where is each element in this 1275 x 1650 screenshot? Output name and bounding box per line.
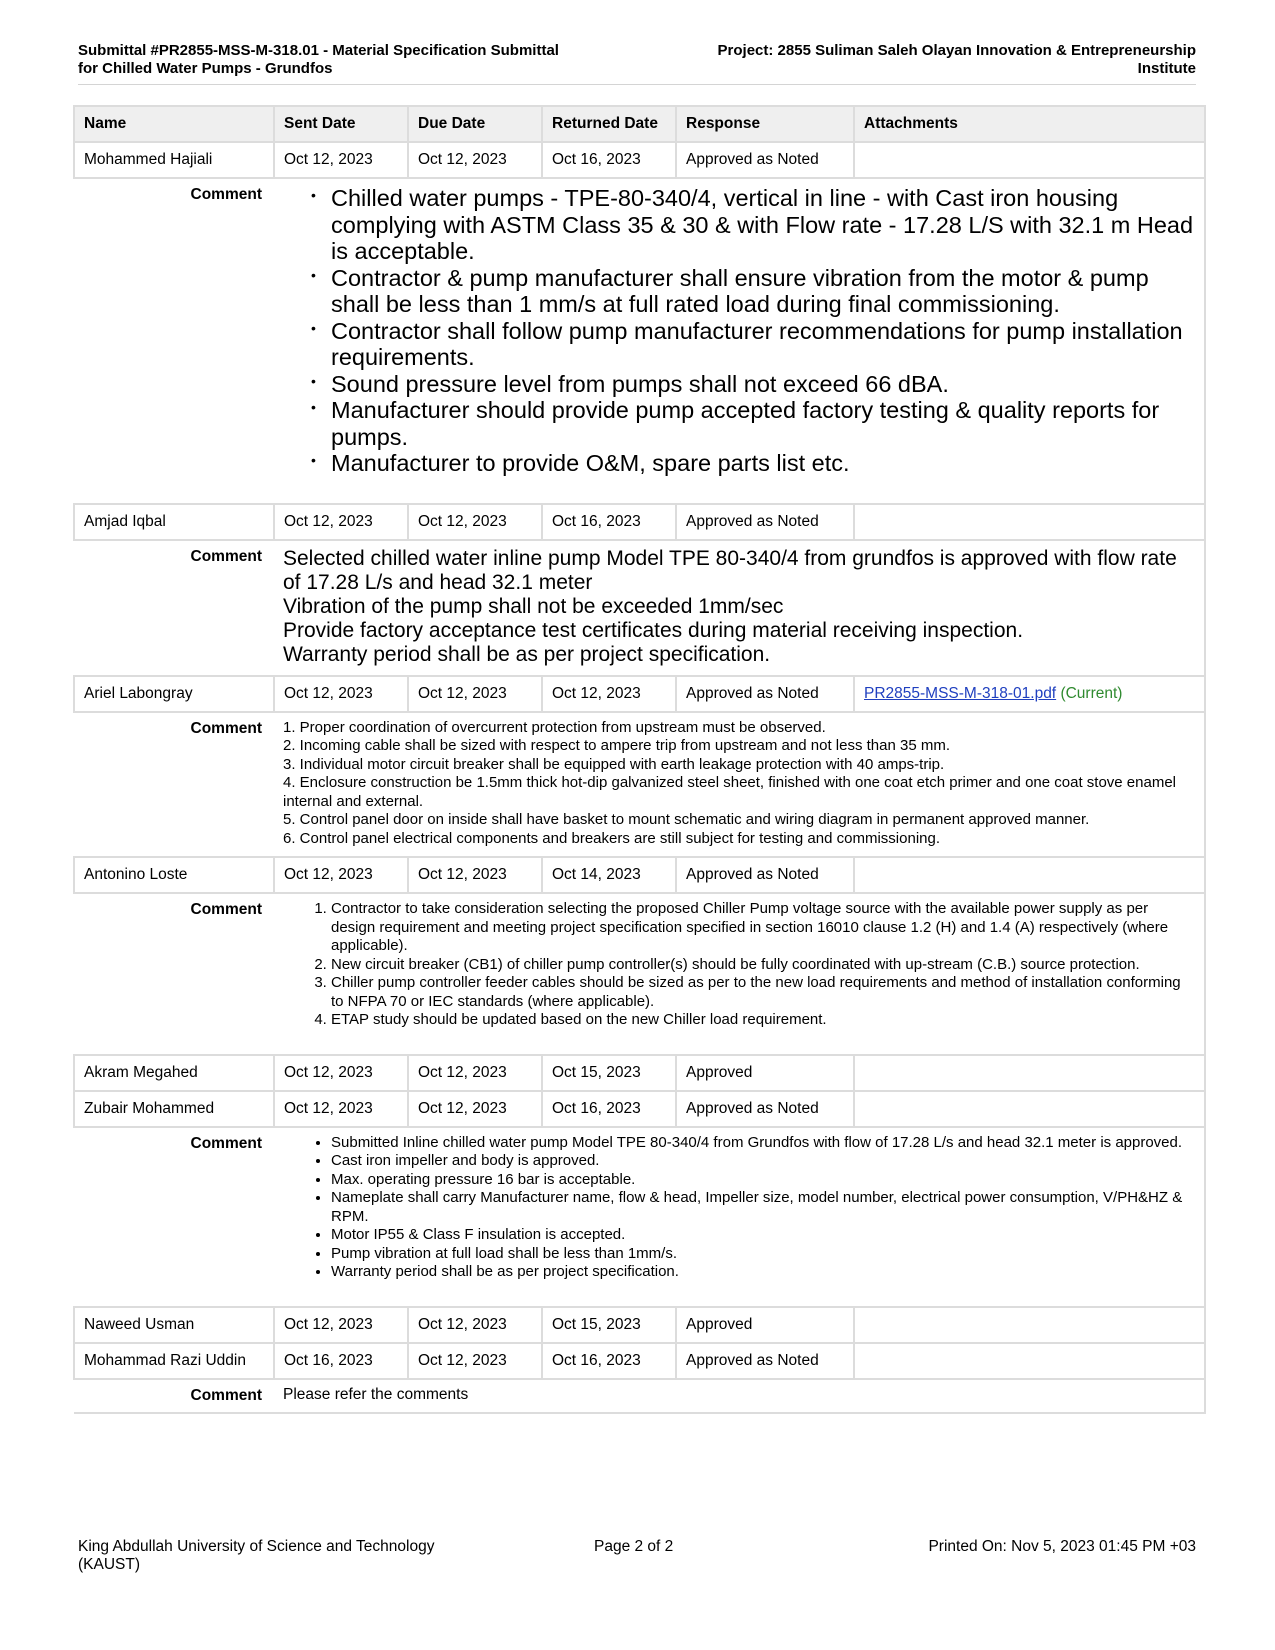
sent-date: Oct 12, 2023 (274, 1307, 408, 1343)
due-date: Oct 12, 2023 (408, 857, 542, 893)
comment-row (74, 893, 1205, 1055)
table-row (74, 857, 1205, 893)
project-title-line1: Project: 2855 Suliman Saleh Olayan Innovation & Entrepreneurship (717, 42, 1196, 59)
comment-line: 3. Individual motor circuit breaker shall be equipped with earth leakage protection with 40 amps-trip. (283, 755, 945, 773)
attachments-cell (854, 1091, 1205, 1127)
column-header-attachments: Attachments (854, 106, 1205, 142)
comment-line: Please refer the comments (283, 1385, 469, 1403)
reviewer-name: Mohammad Razi Uddin (74, 1343, 274, 1379)
due-date: Oct 12, 2023 (408, 1055, 542, 1091)
returned-date: Oct 15, 2023 (542, 1307, 676, 1343)
due-date: Oct 12, 2023 (408, 1307, 542, 1343)
printed-on: Printed On: Nov 5, 2023 01:45 PM +03 (928, 1538, 1196, 1555)
comment-row (74, 712, 1205, 858)
list-item: • Manufacturer should provide pump accepted factory testing & quality reports for pumps. (331, 397, 1195, 450)
due-date: Oct 12, 2023 (408, 142, 542, 178)
comment-label: Comment (74, 712, 274, 858)
comment-label: Comment (74, 540, 274, 676)
sent-date: Oct 12, 2023 (274, 142, 408, 178)
sent-date: Oct 12, 2023 (274, 857, 408, 893)
column-header-name: Name (74, 106, 274, 142)
list-item: 4. ETAP study should be updated based on the new Chiller load requirement. (331, 1011, 1195, 1030)
returned-date: Oct 14, 2023 (542, 857, 676, 893)
comment-row (74, 1127, 1205, 1307)
list-item: 2. New circuit breaker (CB1) of chiller pump controller(s) should be fully coordinated with up-stream (C.B.) source protection. (331, 956, 1195, 975)
comment-body (274, 893, 1205, 1055)
comment-line: 1. Proper coordination of overcurrent protection from upstream must be observed. (283, 718, 826, 736)
response-status: Approved as Noted (676, 1091, 854, 1127)
response-status: Approved as Noted (676, 142, 854, 178)
comment-list (283, 1134, 1195, 1282)
attachments-cell (854, 1055, 1205, 1091)
comment-body (274, 178, 1205, 504)
attachment-status: (Current) (1060, 684, 1123, 702)
returned-date: Oct 16, 2023 (542, 1091, 676, 1127)
list-item: • Sound pressure level from pumps shall not exceed 66 dBA. (331, 371, 1195, 398)
comment-body (274, 540, 1205, 676)
table-row (74, 142, 1205, 178)
response-status: Approved as Noted (676, 504, 854, 540)
comment-list (283, 185, 1195, 477)
list-item: • Chilled water pumps - TPE-80-340/4, vertical in line - with Cast iron housing complying with ASTM Class 35 & 30 & with Flow rate - 17.28 L/S with 32.1 m Head is acceptable. (331, 185, 1195, 265)
returned-date: Oct 16, 2023 (542, 504, 676, 540)
comment-body (274, 1379, 1205, 1413)
comment-list (283, 900, 1195, 1030)
submittal-title-line1: Submittal #PR2855-MSS-M-318.01 - Material Specification Submittal (78, 42, 559, 59)
response-status: Approved (676, 1055, 854, 1091)
column-header-sent-date: Sent Date (274, 106, 408, 142)
project-title-line2: Institute (1137, 60, 1196, 77)
organization-name (78, 1538, 478, 1574)
comment-line: 4. Enclosure construction be 1.5mm thick hot-dip galvanized steel sheet, finished with one coat etch primer and one coat stove enamel internal and external. (283, 774, 1176, 810)
response-status: Approved (676, 1307, 854, 1343)
table-row (74, 1307, 1205, 1343)
submittal-title (78, 42, 638, 78)
due-date: Oct 12, 2023 (408, 504, 542, 540)
comment-label: Comment (74, 178, 274, 504)
sent-date: Oct 12, 2023 (274, 504, 408, 540)
comment-line: Warranty period shall be as per project specification. (283, 642, 771, 666)
review-table (73, 105, 1206, 1414)
comment-row (74, 1379, 1205, 1413)
comment-body (274, 712, 1205, 858)
comment-line: Vibration of the pump shall not be exceeded 1mm/sec (283, 594, 784, 618)
list-item: • Pump vibration at full load shall be less than 1mm/s. (331, 1245, 1195, 1264)
project-title (636, 42, 1196, 78)
attachments-cell (854, 1307, 1205, 1343)
list-item: • Submitted Inline chilled water pump Model TPE 80-340/4 from Grundfos with flow of 17.28 L/s and head 32.1 meter is approved. (331, 1134, 1195, 1153)
comment-line: 5. Control panel door on inside shall have basket to mount schematic and wiring diagram in permanent approved manner. (283, 811, 1090, 828)
list-item: • Cast iron impeller and body is approved. (331, 1152, 1195, 1171)
page-number: Page 2 of 2 (594, 1538, 674, 1555)
reviewer-name: Naweed Usman (74, 1307, 274, 1343)
column-header-response: Response (676, 106, 854, 142)
list-item: 3. Chiller pump controller feeder cables should be sized as per to the new load requirements and method of installation conforming to NFPA 70 or IEC standards (where applicable). (331, 974, 1195, 1011)
attachments-cell (854, 504, 1205, 540)
sent-date: Oct 16, 2023 (274, 1343, 408, 1379)
attachment-link[interactable]: PR2855-MSS-M-318-01.pdf (864, 684, 1057, 702)
attachments-cell (854, 857, 1205, 893)
due-date: Oct 12, 2023 (408, 676, 542, 712)
organization-line1: King Abdullah University of Science and Technology (78, 1538, 435, 1555)
reviewer-name: Amjad Iqbal (74, 504, 274, 540)
reviewer-name: Antonino Loste (74, 857, 274, 893)
list-item: • Contractor & pump manufacturer shall ensure vibration from the motor & pump shall be less than 1 mm/s at full rated load during final commissioning. (331, 265, 1195, 318)
list-item: • Max. operating pressure 16 bar is acceptable. (331, 1171, 1195, 1190)
column-header-due-date: Due Date (408, 106, 542, 142)
attachments-cell (854, 676, 1205, 712)
comment-line: Selected chilled water inline pump Model TPE 80-340/4 from grundfos is approved with flow rate of 17.28 L/s and head 32.1 meter (283, 546, 1177, 594)
table-row (74, 1343, 1205, 1379)
list-item: • Manufacturer to provide O&M, spare parts list etc. (331, 450, 1195, 477)
reviewer-name: Akram Megahed (74, 1055, 274, 1091)
table-row (74, 1055, 1205, 1091)
page-header (78, 42, 1196, 85)
column-header-returned-date: Returned Date (542, 106, 676, 142)
reviewer-name: Mohammed Hajiali (74, 142, 274, 178)
reviewer-name: Ariel Labongray (74, 676, 274, 712)
sent-date: Oct 12, 2023 (274, 1055, 408, 1091)
attachments-cell (854, 142, 1205, 178)
list-item: • Contractor shall follow pump manufacturer recommendations for pump installation requirements. (331, 318, 1195, 371)
returned-date: Oct 16, 2023 (542, 1343, 676, 1379)
list-item: • Nameplate shall carry Manufacturer name, flow & head, Impeller size, model number, electrical power consumption, V/PH&HZ & RPM. (331, 1189, 1195, 1226)
table-row (74, 1091, 1205, 1127)
returned-date: Oct 16, 2023 (542, 142, 676, 178)
organization-line2: (KAUST) (78, 1556, 140, 1573)
list-item: • Warranty period shall be as per project specification. (331, 1263, 1195, 1282)
due-date: Oct 12, 2023 (408, 1343, 542, 1379)
attachments-cell (854, 1343, 1205, 1379)
returned-date: Oct 15, 2023 (542, 1055, 676, 1091)
comment-row (74, 178, 1205, 504)
list-item: 1. Contractor to take consideration selecting the proposed Chiller Pump voltage source with the available power supply as per design requirement and meeting project specification specified in section 16010 clause 1.2 (H) and 1.4 (A) respectively (where applicable). (331, 900, 1195, 956)
table-row (74, 504, 1205, 540)
comment-body (274, 1127, 1205, 1307)
sent-date: Oct 12, 2023 (274, 676, 408, 712)
list-item: • Motor IP55 & Class F insulation is accepted. (331, 1226, 1195, 1245)
returned-date: Oct 12, 2023 (542, 676, 676, 712)
comment-line: Provide factory acceptance test certificates during material receiving inspection. (283, 618, 1024, 642)
sent-date: Oct 12, 2023 (274, 1091, 408, 1127)
comment-label: Comment (74, 1379, 274, 1413)
reviewer-name: Zubair Mohammed (74, 1091, 274, 1127)
comment-line: 2. Incoming cable shall be sized with respect to ampere trip from upstream and not less than 35 mm. (283, 737, 950, 754)
table-row (74, 676, 1205, 712)
table-header-row (74, 106, 1205, 142)
comment-row (74, 540, 1205, 676)
comment-line: 6. Control panel electrical components and breakers are still subject for testing and commissioning. (283, 829, 940, 847)
submittal-title-line2: for Chilled Water Pumps - Grundfos (78, 60, 333, 77)
response-status: Approved as Noted (676, 676, 854, 712)
response-status: Approved as Noted (676, 857, 854, 893)
due-date: Oct 12, 2023 (408, 1091, 542, 1127)
comment-label: Comment (74, 1127, 274, 1307)
response-status: Approved as Noted (676, 1343, 854, 1379)
comment-label: Comment (74, 893, 274, 1055)
